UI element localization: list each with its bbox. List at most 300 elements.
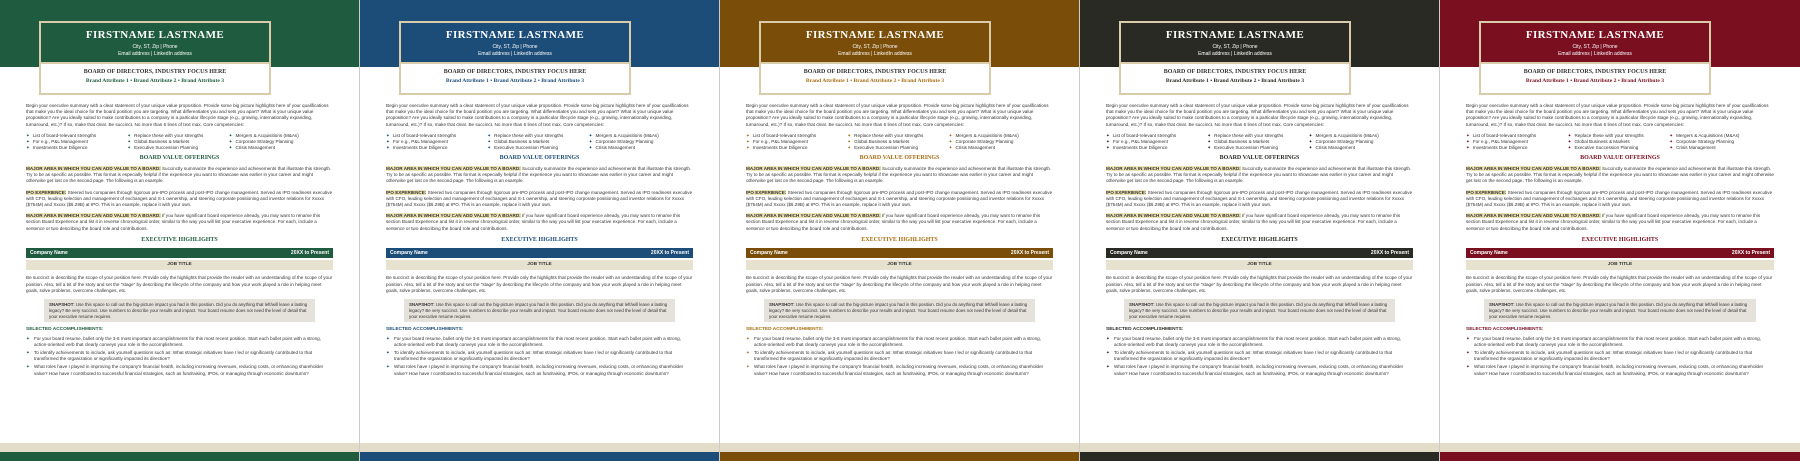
value-offering	[1106, 166, 1413, 185]
snapshot-label: SNAPSHOT	[1489, 302, 1514, 308]
value-text: If you have significant board experience already, you may want to rename this section Board Experience and list it in reverse chronological order, similar to the way you will list your executive experience. For each, include a sentence or two describing the board role and contributions.	[26, 213, 321, 231]
executive-summary: Begin your executive summary with a clear statement of your unique value proposition. Provide some big picture highlights here of your qualifications that make you the ideal choice for the board position you are targeting. What differentiates you and sets you apart? What is your unique value proposition? Are you ideally suited to make contributions to a company in a particular lifecycle stage (e.g., growing, internationally expanding, turnaround, etc.)? If so, make that clear. Be succinct. No more than 5 lines of text max. Core competencies:	[26, 103, 329, 127]
snapshot-text: : Use this space to call out the big-picture impact you had in this position. Did you do anything that left/will leave a lasting legacy? Be very succinct. Use numbers to describe your results and impact. Your board resume does not need the level of detail that your executive resume requires.	[769, 302, 1028, 319]
star-bullet-icon: ✦	[588, 144, 593, 150]
competency-text: Replace these with your strengths	[1574, 132, 1644, 138]
accomplishment-text: To identify achievements to include, ask yourself questions such as: What strategic initiatives have I led or significantly contributed to that transformed the organization or significantly impacted its direction?	[34, 350, 313, 362]
brand-attributes: Brand Attribute 1 • Brand Attribute 2 • Brand Attribute 3	[85, 78, 225, 84]
star-bullet-icon: ✦	[386, 138, 390, 144]
footer-stripe	[720, 443, 1079, 452]
company-bar	[26, 248, 333, 258]
competency-item	[1669, 145, 1771, 151]
star-bullet-icon: ✦	[386, 350, 390, 356]
header-band	[720, 0, 1079, 84]
star-bullet-icon: ✦	[26, 364, 30, 370]
accomplishment-item	[386, 336, 693, 348]
star-bullet-icon: ✦	[948, 144, 953, 150]
competency-item	[127, 145, 228, 151]
star-bullet-icon: ✦	[1106, 350, 1110, 356]
headline-box	[41, 62, 269, 93]
value-label: MAJOR AREA IN WHICH YOU CAN ADD VALUE TO A BOARD:	[386, 166, 521, 172]
snapshot-box	[1124, 299, 1395, 322]
position-scope: Be succinct in describing the scope of your position here. Provide only the highlights that provide the reader with an understanding of the scope of your position. Also, tell a bit of the story and set the "stage" by describing the lifecycle of the company and how your work played a role in helping meet goals, solve problems, overcome challenges, etc.	[26, 275, 333, 293]
accomplishments-heading: SELECTED ACCOMPLISHMENTS:	[386, 327, 464, 333]
position-scope: Be succinct in describing the scope of your position here. Provide only the highlights that provide the reader with an understanding of the scope of your position. Also, tell a bit of the story and set the "stage" by describing the lifecycle of the company and how your work played a role in helping meet goals, solve problems, overcome challenges, etc.	[746, 275, 1053, 293]
star-bullet-icon: ✦	[228, 132, 233, 138]
star-bullet-icon: ✦	[1466, 138, 1470, 144]
snapshot-box	[764, 299, 1035, 322]
competency-text: Executive Succession Planning	[494, 144, 558, 150]
star-bullet-icon: ✦	[1106, 132, 1110, 138]
competency-text: List of board-relevant strengths	[1472, 132, 1537, 138]
star-bullet-icon: ✦	[948, 138, 953, 144]
board-headline: BOARD OF DIRECTORS, INDUSTRY FOCUS HERE	[443, 69, 587, 75]
resume-template-preview-blue[interactable]	[360, 0, 720, 461]
star-bullet-icon: ✦	[228, 144, 233, 150]
candidate-name: FIRSTNAME LASTNAME	[445, 29, 585, 41]
star-bullet-icon: ✦	[746, 132, 750, 138]
snapshot-label: SNAPSHOT	[769, 302, 794, 308]
accomplishments-heading: SELECTED ACCOMPLISHMENTS:	[1466, 327, 1544, 333]
footer-stripe	[1080, 443, 1439, 452]
accomplishment-item	[1466, 364, 1774, 376]
star-bullet-icon: ✦	[386, 132, 390, 138]
executive-summary: Begin your executive summary with a clear statement of your unique value proposition. Provide some big picture highlights here of your qualifications that make you the ideal choice for the board position you are targeting. What differentiates you and sets you apart? What is your unique value proposition? Are you ideally suited to make contributions to a company in a particular lifecycle stage (e.g., growing, internationally expanding, turnaround, etc.)? If so, make that clear. Be succinct. No more than 5 lines of text max. Core competencies:	[746, 103, 1049, 127]
competency-text: Replace these with your strengths	[1214, 132, 1284, 138]
header-band	[1080, 0, 1439, 84]
star-bullet-icon: ✦	[1308, 132, 1313, 138]
value-offering	[746, 166, 1053, 185]
header-band	[1440, 0, 1800, 84]
competency-text: Mergers & Acquisitions (M&As)	[235, 132, 299, 138]
name-box	[399, 21, 631, 95]
accomplishment-item	[26, 350, 333, 362]
company-name: Company Name	[1470, 250, 1508, 257]
accomplishment-item	[1466, 336, 1774, 348]
competency-item	[487, 145, 588, 151]
competency-item	[229, 145, 330, 151]
executive-highlights-heading: EXECUTIVE HIGHLIGHTS	[501, 236, 578, 243]
accomplishment-item	[746, 364, 1053, 376]
accomplishment-item	[386, 364, 693, 376]
company-name: Company Name	[1110, 250, 1148, 257]
executive-summary: Begin your executive summary with a clear statement of your unique value proposition. Provide some big picture highlights here of your qualifications that make you the ideal choice for the board position you are targeting. What differentiates you and sets you apart? What is your unique value proposition? Are you ideally suited to make contributions to a company in a particular lifecycle stage (e.g., growing, internationally expanding, turnaround, etc.)? If so, make that clear. Be succinct. No more than 5 lines of text max. Core competencies:	[1466, 103, 1769, 127]
company-name: Company Name	[30, 250, 68, 257]
accomplishment-item	[26, 364, 333, 376]
accomplishments-list	[26, 336, 333, 377]
star-bullet-icon: ✦	[1308, 144, 1313, 150]
header-band	[0, 0, 359, 84]
star-bullet-icon: ✦	[1669, 144, 1674, 150]
competency-text: Executive Succession Planning	[1574, 144, 1639, 150]
accomplishment-text: To identify achievements to include, ask yourself questions such as: What strategic initiatives have I led or significantly contributed to that transformed the organization or significantly impacted its direction?	[394, 350, 673, 362]
board-value-heading: BOARD VALUE OFFERINGS	[1580, 154, 1660, 161]
star-bullet-icon: ✦	[127, 138, 132, 144]
competencies-list	[26, 133, 333, 151]
value-text: Steered two companies through rigorous pre-IPO process and post-IPO change management. Served as IPO readiness executive with CFO, leading selection and management of exchanges and S-1 ownership, and steering corporate positioning and investor relations for Xxxxx ($754M) and Xxxxx ($6.29B) at IPO. This is an example, replace it with your own.	[386, 189, 693, 208]
resume-template-preview-crimson[interactable]	[1440, 0, 1800, 461]
value-text: Steered two companies through rigorous pre-IPO process and post-IPO change management. Served as IPO readiness executive with CFO, leading selection and management of exchanges and S-1 ownership, and steering corporate positioning and investor relations for Xxxxx ($754M) and Xxxxx ($6.29B) at IPO. This is an example, replace it with your own.	[1466, 189, 1773, 208]
executive-summary: Begin your executive summary with a clear statement of your unique value proposition. Provide some big picture highlights here of your qualifications that make you the ideal choice for the board position you are targeting. What differentiates you and sets you apart? What is your unique value proposition? Are you ideally suited to make contributions to a company in a particular lifecycle stage (e.g., growing, internationally expanding, turnaround, etc.)? If so, make that clear. Be succinct. No more than 5 lines of text max. Core competencies:	[386, 103, 689, 127]
star-bullet-icon: ✦	[746, 350, 750, 356]
competencies-list	[1106, 133, 1413, 151]
board-value-heading: BOARD VALUE OFFERINGS	[859, 154, 940, 161]
competency-item	[949, 145, 1050, 151]
snapshot-text: : Use this space to call out the big-picture impact you had in this position. Did you do anything that left/will leave a lasting legacy? Be very succinct. Use numbers to describe your results and impact. Your board resume does not need the level of detail that your executive resume requires.	[1129, 302, 1388, 319]
resume-body	[746, 103, 1053, 379]
value-label: IPO EXPERIENCE:	[386, 189, 427, 195]
star-bullet-icon: ✦	[1207, 138, 1212, 144]
star-bullet-icon: ✦	[948, 132, 953, 138]
star-bullet-icon: ✦	[746, 335, 750, 341]
candidate-name: FIRSTNAME LASTNAME	[1525, 29, 1665, 41]
competency-item	[847, 145, 948, 151]
value-text: If you have significant board experience already, you may want to rename this section Board Experience and list it in reverse chronological order, similar to the way you will list your executive experience. For each, include a sentence or two describing the board role and contributions.	[1106, 213, 1401, 231]
star-bullet-icon: ✦	[1567, 132, 1572, 138]
competency-text: Replace these with your strengths	[494, 132, 564, 138]
company-bar	[1106, 248, 1413, 258]
accomplishments-list	[1106, 336, 1413, 377]
snapshot-text: : Use this space to call out the big-picture impact you had in this position. Did you do anything that left/will leave a lasting legacy? Be very succinct. Use numbers to describe your results and impact. Your board resume does not need the level of detail that your executive resume requires.	[409, 302, 668, 319]
star-bullet-icon: ✦	[127, 144, 132, 150]
competency-item	[1309, 145, 1410, 151]
footer-band	[0, 443, 359, 461]
star-bullet-icon: ✦	[386, 335, 390, 341]
brand-attributes: Brand Attribute 1 • Brand Attribute 2 • Brand Attribute 3	[1525, 78, 1665, 84]
star-bullet-icon: ✦	[847, 132, 852, 138]
competency-text: For e.g., P&L Management	[752, 138, 808, 144]
competency-item	[589, 145, 690, 151]
competency-item	[386, 145, 487, 151]
candidate-name: FIRSTNAME LASTNAME	[1165, 29, 1305, 41]
value-offering	[1106, 213, 1413, 232]
brand-attributes: Brand Attribute 1 • Brand Attribute 2 • Brand Attribute 3	[1165, 78, 1305, 84]
board-headline: BOARD OF DIRECTORS, INDUSTRY FOCUS HERE	[1523, 69, 1667, 75]
value-offering	[26, 213, 333, 232]
value-label: IPO EXPERIENCE:	[1466, 189, 1507, 195]
contact-line-1: City, ST, Zip | Phone	[132, 44, 178, 50]
value-label: MAJOR AREA IN WHICH YOU CAN ADD VALUE TO A BOARD:	[1106, 166, 1241, 172]
competency-text: List of board-relevant strengths	[1112, 132, 1177, 138]
footer-band	[360, 443, 719, 461]
star-bullet-icon: ✦	[487, 144, 492, 150]
footer-stripe	[0, 443, 359, 452]
company-bar	[746, 248, 1053, 258]
value-offering	[746, 213, 1053, 232]
competency-text: For e.g., P&L Management	[392, 138, 448, 144]
brand-attributes: Brand Attribute 1 • Brand Attribute 2 • Brand Attribute 3	[445, 78, 585, 84]
star-bullet-icon: ✦	[1567, 138, 1572, 144]
value-offering	[1106, 190, 1413, 209]
footer-band	[720, 443, 1079, 461]
competency-item	[1568, 145, 1670, 151]
footer-color-bar	[720, 452, 1079, 461]
competency-text: For e.g., P&L Management	[1112, 138, 1168, 144]
competency-item	[746, 145, 847, 151]
resume-body	[1106, 103, 1413, 379]
snapshot-label: SNAPSHOT	[409, 302, 434, 308]
competency-text: Global Business & Markets	[494, 138, 550, 144]
employment-dates: 20XX to Present	[650, 250, 689, 257]
footer-stripe	[1440, 443, 1800, 452]
accomplishment-text: To identify achievements to include, ask yourself questions such as: What strategic initiatives have I led or significantly contributed to that transformed the organization or significantly impacted its direction?	[1114, 350, 1393, 362]
snapshot-label: SNAPSHOT	[1129, 302, 1154, 308]
star-bullet-icon: ✦	[487, 138, 492, 144]
competency-text: Corporate Strategy Planning	[235, 138, 294, 144]
contact-line-1: City, ST, Zip | Phone	[492, 44, 538, 50]
competency-text: Global Business & Markets	[134, 138, 190, 144]
value-text: If you have significant board experience already, you may want to rename this section Board Experience and list it in reverse chronological order, similar to the way you will list your executive experience. For each, include a sentence or two describing the board role and contributions.	[1466, 213, 1761, 231]
star-bullet-icon: ✦	[847, 138, 852, 144]
value-label: IPO EXPERIENCE:	[746, 189, 787, 195]
company-name: Company Name	[750, 250, 788, 257]
competency-text: Executive Succession Planning	[1214, 144, 1278, 150]
star-bullet-icon: ✦	[1106, 364, 1110, 370]
competency-text: Crisis Management	[955, 144, 996, 150]
accomplishments-heading: SELECTED ACCOMPLISHMENTS:	[746, 327, 824, 333]
accomplishment-text: What roles have I played in improving the company's financial health, including increasing revenues, reducing costs, or enhancing shareholder value? How have I contributed to successful financial strategies, such as fundraising, IPOs, or managing through economic downturns?	[754, 364, 1044, 376]
candidate-name: FIRSTNAME LASTNAME	[85, 29, 225, 41]
star-bullet-icon: ✦	[1466, 364, 1470, 370]
competency-text: Investments Due Diligence	[752, 144, 808, 150]
value-text: If you have significant board experience already, you may want to rename this section Board Experience and list it in reverse chronological order, similar to the way you will list your executive experience. For each, include a sentence or two describing the board role and contributions.	[386, 213, 681, 231]
executive-summary: Begin your executive summary with a clear statement of your unique value proposition. Provide some big picture highlights here of your qualifications that make you the ideal choice for the board position you are targeting. What differentiates you and sets you apart? What is your unique value proposition? Are you ideally suited to make contributions to a company in a particular lifecycle stage (e.g., growing, internationally expanding, turnaround, etc.)? If so, make that clear. Be succinct. No more than 5 lines of text max. Core competencies:	[1106, 103, 1409, 127]
snapshot-box	[404, 299, 675, 322]
value-text: Succinctly summarize the experience and achievements that illustrate this strength. Try to be as specific as possible. This format is especially helpful if the experience you want to showcase was earlier in your career and might otherwise get lost on the second page. The following is an example.	[1106, 166, 1412, 184]
value-text: Steered two companies through rigorous pre-IPO process and post-IPO change management. Served as IPO readiness executive with CFO, leading selection and management of exchanges and S-1 ownership, and steering corporate positioning and investor relations for Xxxxx ($754M) and Xxxxx ($6.29B) at IPO. This is an example, replace it with your own.	[746, 189, 1053, 208]
star-bullet-icon: ✦	[26, 335, 30, 341]
contact-line-2: Email address | LinkedIn address	[118, 51, 192, 57]
star-bullet-icon: ✦	[1466, 335, 1470, 341]
value-text: Succinctly summarize the experience and achievements that illustrate this strength. Try to be as specific as possible. This format is especially helpful if the experience you want to showcase was earlier in your career and might otherwise get lost on the second page. The following is an example.	[386, 166, 692, 184]
value-label: IPO EXPERIENCE:	[26, 189, 67, 195]
name-box	[39, 21, 271, 95]
value-label: MAJOR AREA IN WHICH YOU CAN ADD VALUE TO A BOARD:	[1466, 213, 1601, 219]
star-bullet-icon: ✦	[588, 138, 593, 144]
employment-dates: 20XX to Present	[1010, 250, 1049, 257]
value-offering	[386, 166, 693, 185]
name-box	[759, 21, 991, 95]
resume-body	[1466, 103, 1774, 379]
value-text: Succinctly summarize the experience and achievements that illustrate this strength. Try to be as specific as possible. This format is especially helpful if the experience you want to showcase was earlier in your career and might otherwise get lost on the second page. The following is an example.	[746, 166, 1052, 184]
value-offering	[1466, 213, 1774, 232]
accomplishments-heading: SELECTED ACCOMPLISHMENTS:	[1106, 327, 1184, 333]
star-bullet-icon: ✦	[1207, 132, 1212, 138]
star-bullet-icon: ✦	[228, 138, 233, 144]
executive-highlights-heading: EXECUTIVE HIGHLIGHTS	[1581, 236, 1659, 243]
name-box	[1479, 21, 1711, 95]
position-scope: Be succinct in describing the scope of your position here. Provide only the highlights that provide the reader with an understanding of the scope of your position. Also, tell a bit of the story and set the "stage" by describing the lifecycle of the company and how your work played a role in helping meet goals, solve problems, overcome challenges, etc.	[1106, 275, 1413, 293]
star-bullet-icon: ✦	[26, 138, 30, 144]
accomplishment-text: For your board resume, bullet only the 3-5 most important accomplishments for this most recent position. Start each bullet point with a strong, action-oriented verb that clearly conveys your role in the accomplishment.	[1474, 335, 1761, 347]
value-label: MAJOR AREA IN WHICH YOU CAN ADD VALUE TO A BOARD:	[386, 213, 521, 219]
job-title: JOB TITLE	[1106, 260, 1413, 270]
star-bullet-icon: ✦	[1567, 144, 1572, 150]
competency-text: Investments Due Diligence	[32, 144, 88, 150]
footer-stripe	[360, 443, 719, 452]
contact-line-1: City, ST, Zip | Phone	[1212, 44, 1258, 50]
accomplishment-item	[746, 336, 1053, 348]
footer-color-bar	[1080, 452, 1439, 461]
star-bullet-icon: ✦	[1669, 138, 1674, 144]
contact-line-2: Email address | LinkedIn address	[478, 51, 552, 57]
competency-text: Global Business & Markets	[1574, 138, 1630, 144]
value-label: MAJOR AREA IN WHICH YOU CAN ADD VALUE TO A BOARD:	[26, 166, 161, 172]
competency-text: Executive Succession Planning	[134, 144, 198, 150]
competency-text: Crisis Management	[595, 144, 636, 150]
contact-line-1: City, ST, Zip | Phone	[852, 44, 898, 50]
competencies-list	[1466, 133, 1774, 151]
value-offering	[26, 166, 333, 185]
value-label: MAJOR AREA IN WHICH YOU CAN ADD VALUE TO A BOARD:	[1106, 213, 1241, 219]
resume-body	[386, 103, 693, 379]
accomplishment-item	[386, 350, 693, 362]
footer-color-bar	[0, 452, 359, 461]
star-bullet-icon: ✦	[26, 132, 30, 138]
star-bullet-icon: ✦	[1466, 144, 1470, 150]
job-title: JOB TITLE	[386, 260, 693, 270]
competency-text: Global Business & Markets	[1214, 138, 1270, 144]
accomplishment-item	[1106, 336, 1413, 348]
accomplishment-text: What roles have I played in improving the company's financial health, including increasing revenues, reducing costs, or enhancing shareholder value? How have I contributed to successful financial strategies, such as fundraising, IPOs, or managing through economic downturns?	[1114, 364, 1404, 376]
competency-text: Mergers & Acquisitions (M&As)	[1676, 132, 1740, 138]
accomplishment-item	[1106, 350, 1413, 362]
job-title: JOB TITLE	[746, 260, 1053, 270]
accomplishment-text: What roles have I played in improving the company's financial health, including increasing revenues, reducing costs, or enhancing shareholder value? How have I contributed to successful financial strategies, such as fundraising, IPOs, or managing through economic downturns?	[1474, 364, 1764, 376]
value-offering	[386, 213, 693, 232]
star-bullet-icon: ✦	[746, 364, 750, 370]
accomplishment-text: For your board resume, bullet only the 3-5 most important accomplishments for this most recent position. Start each bullet point with a strong, action-oriented verb that clearly conveys your role in the accomplishment.	[34, 335, 321, 347]
competency-text: Corporate Strategy Planning	[955, 138, 1014, 144]
resume-template-preview-black[interactable]	[1080, 0, 1440, 461]
competency-text: Mergers & Acquisitions (M&As)	[1315, 132, 1379, 138]
star-bullet-icon: ✦	[1466, 350, 1470, 356]
competency-text: Corporate Strategy Planning	[595, 138, 654, 144]
value-offering	[1466, 190, 1774, 209]
accomplishment-text: For your board resume, bullet only the 3-5 most important accomplishments for this most recent position. Start each bullet point with a strong, action-oriented verb that clearly conveys your role in the accomplishment.	[1114, 335, 1401, 347]
competency-item	[1466, 145, 1568, 151]
value-text: If you have significant board experience already, you may want to rename this section Board Experience and list it in reverse chronological order, similar to the way you will list your executive experience. For each, include a sentence or two describing the board role and contributions.	[746, 213, 1041, 231]
position-scope: Be succinct in describing the scope of your position here. Provide only the highlights that provide the reader with an understanding of the scope of your position. Also, tell a bit of the story and set the "stage" by describing the lifecycle of the company and how your work played a role in helping meet goals, solve problems, overcome challenges, etc.	[1466, 275, 1773, 293]
star-bullet-icon: ✦	[1106, 144, 1110, 150]
star-bullet-icon: ✦	[1106, 335, 1110, 341]
snapshot-box	[1484, 299, 1756, 322]
star-bullet-icon: ✦	[1466, 132, 1470, 138]
footer-color-bar	[1440, 452, 1800, 461]
value-text: Succinctly summarize the experience and achievements that illustrate this strength. Try to be as specific as possible. This format is especially helpful if the experience you want to showcase was earlier in your career and might otherwise get lost on the second page. The following is an example.	[26, 166, 332, 184]
resume-template-preview-orange[interactable]	[720, 0, 1080, 461]
value-offering	[26, 190, 333, 209]
job-title: JOB TITLE	[26, 260, 333, 270]
footer-color-bar	[360, 452, 719, 461]
brand-attributes: Brand Attribute 1 • Brand Attribute 2 • Brand Attribute 3	[805, 78, 945, 84]
job-title: JOB TITLE	[1466, 260, 1774, 270]
contact-line-2: Email address | LinkedIn address	[1558, 51, 1632, 57]
accomplishments-list	[386, 336, 693, 377]
contact-line-2: Email address | LinkedIn address	[838, 51, 912, 57]
competency-text: Mergers & Acquisitions (M&As)	[955, 132, 1019, 138]
star-bullet-icon: ✦	[1669, 132, 1674, 138]
star-bullet-icon: ✦	[746, 144, 750, 150]
company-bar	[1466, 248, 1774, 258]
competency-text: Global Business & Markets	[854, 138, 910, 144]
competency-text: For e.g., P&L Management	[32, 138, 88, 144]
competency-text: Corporate Strategy Planning	[1315, 138, 1374, 144]
header-band	[360, 0, 719, 84]
competency-text: List of board-relevant strengths	[752, 132, 817, 138]
accomplishments-heading: SELECTED ACCOMPLISHMENTS:	[26, 327, 104, 333]
value-label: MAJOR AREA IN WHICH YOU CAN ADD VALUE TO A BOARD:	[26, 213, 161, 219]
value-label: IPO EXPERIENCE:	[1106, 189, 1147, 195]
competency-text: Investments Due Diligence	[1112, 144, 1168, 150]
competency-text: Executive Succession Planning	[854, 144, 918, 150]
executive-highlights-heading: EXECUTIVE HIGHLIGHTS	[861, 236, 938, 243]
accomplishment-item	[746, 350, 1053, 362]
star-bullet-icon: ✦	[1308, 138, 1313, 144]
star-bullet-icon: ✦	[588, 132, 593, 138]
position-scope: Be succinct in describing the scope of your position here. Provide only the highlights that provide the reader with an understanding of the scope of your position. Also, tell a bit of the story and set the "stage" by describing the lifecycle of the company and how your work played a role in helping meet goals, solve problems, overcome challenges, etc.	[386, 275, 693, 293]
board-headline: BOARD OF DIRECTORS, INDUSTRY FOCUS HERE	[803, 69, 947, 75]
board-headline: BOARD OF DIRECTORS, INDUSTRY FOCUS HERE	[83, 69, 227, 75]
star-bullet-icon: ✦	[26, 144, 30, 150]
employment-dates: 20XX to Present	[290, 250, 329, 257]
accomplishment-text: For your board resume, bullet only the 3-5 most important accomplishments for this most recent position. Start each bullet point with a strong, action-oriented verb that clearly conveys your role in the accomplishment.	[394, 335, 681, 347]
competency-text: List of board-relevant strengths	[32, 132, 97, 138]
employment-dates: 20XX to Present	[1731, 250, 1770, 257]
board-headline: BOARD OF DIRECTORS, INDUSTRY FOCUS HERE	[1163, 69, 1307, 75]
competency-text: Crisis Management	[1676, 144, 1716, 150]
competency-text: Investments Due Diligence	[392, 144, 448, 150]
company-name: Company Name	[390, 250, 428, 257]
value-label: MAJOR AREA IN WHICH YOU CAN ADD VALUE TO A BOARD:	[746, 213, 881, 219]
value-offering	[1466, 166, 1774, 185]
employment-dates: 20XX to Present	[1370, 250, 1409, 257]
star-bullet-icon: ✦	[1106, 138, 1110, 144]
accomplishments-list	[746, 336, 1053, 377]
competency-text: For e.g., P&L Management	[1472, 138, 1528, 144]
name-box	[1119, 21, 1351, 95]
snapshot-text: : Use this space to call out the big-picture impact you had in this position. Did you do anything that left/will leave a lasting legacy? Be very succinct. Use numbers to describe your results and impact. Your board resume does not need the level of detail that your executive resume requires.	[1489, 302, 1748, 319]
headline-box	[401, 62, 629, 93]
executive-highlights-heading: EXECUTIVE HIGHLIGHTS	[1221, 236, 1298, 243]
value-label: MAJOR AREA IN WHICH YOU CAN ADD VALUE TO A BOARD:	[746, 166, 881, 172]
accomplishments-list	[1466, 336, 1774, 377]
star-bullet-icon: ✦	[386, 364, 390, 370]
competency-text: Replace these with your strengths	[854, 132, 924, 138]
accomplishment-text: To identify achievements to include, ask yourself questions such as: What strategic initiatives have I led or significantly contributed to that transformed the organization or significantly impacted its direction?	[1474, 350, 1753, 362]
value-text: Steered two companies through rigorous pre-IPO process and post-IPO change management. Served as IPO readiness executive with CFO, leading selection and management of exchanges and S-1 ownership, and steering corporate positioning and investor relations for Xxxxx ($754M) and Xxxxx ($6.29B) at IPO. This is an example, replace it with your own.	[1106, 189, 1413, 208]
value-offering	[746, 190, 1053, 209]
accomplishment-text: What roles have I played in improving the company's financial health, including increasing revenues, reducing costs, or enhancing shareholder value? How have I contributed to successful financial strategies, such as fundraising, IPOs, or managing through economic downturns?	[394, 364, 684, 376]
competencies-list	[746, 133, 1053, 151]
competency-item	[26, 145, 127, 151]
company-bar	[386, 248, 693, 258]
contact-line-1: City, ST, Zip | Phone	[1572, 44, 1618, 50]
headline-box	[1481, 62, 1709, 93]
snapshot-box	[44, 299, 315, 322]
value-label: MAJOR AREA IN WHICH YOU CAN ADD VALUE TO A BOARD:	[1466, 166, 1601, 172]
competency-text: Corporate Strategy Planning	[1676, 138, 1735, 144]
competency-text: Replace these with your strengths	[134, 132, 204, 138]
resume-template-preview-green[interactable]	[0, 0, 360, 461]
competency-text: List of board-relevant strengths	[392, 132, 457, 138]
board-value-heading: BOARD VALUE OFFERINGS	[139, 154, 220, 161]
accomplishment-text: What roles have I played in improving the company's financial health, including increasing revenues, reducing costs, or enhancing shareholder value? How have I contributed to successful financial strategies, such as fundraising, IPOs, or managing through economic downturns?	[34, 364, 324, 376]
competencies-list	[386, 133, 693, 151]
resume-body	[26, 103, 333, 379]
headline-box	[761, 62, 989, 93]
accomplishment-text: For your board resume, bullet only the 3-5 most important accomplishments for this most recent position. Start each bullet point with a strong, action-oriented verb that clearly conveys your role in the accomplishment.	[754, 335, 1041, 347]
